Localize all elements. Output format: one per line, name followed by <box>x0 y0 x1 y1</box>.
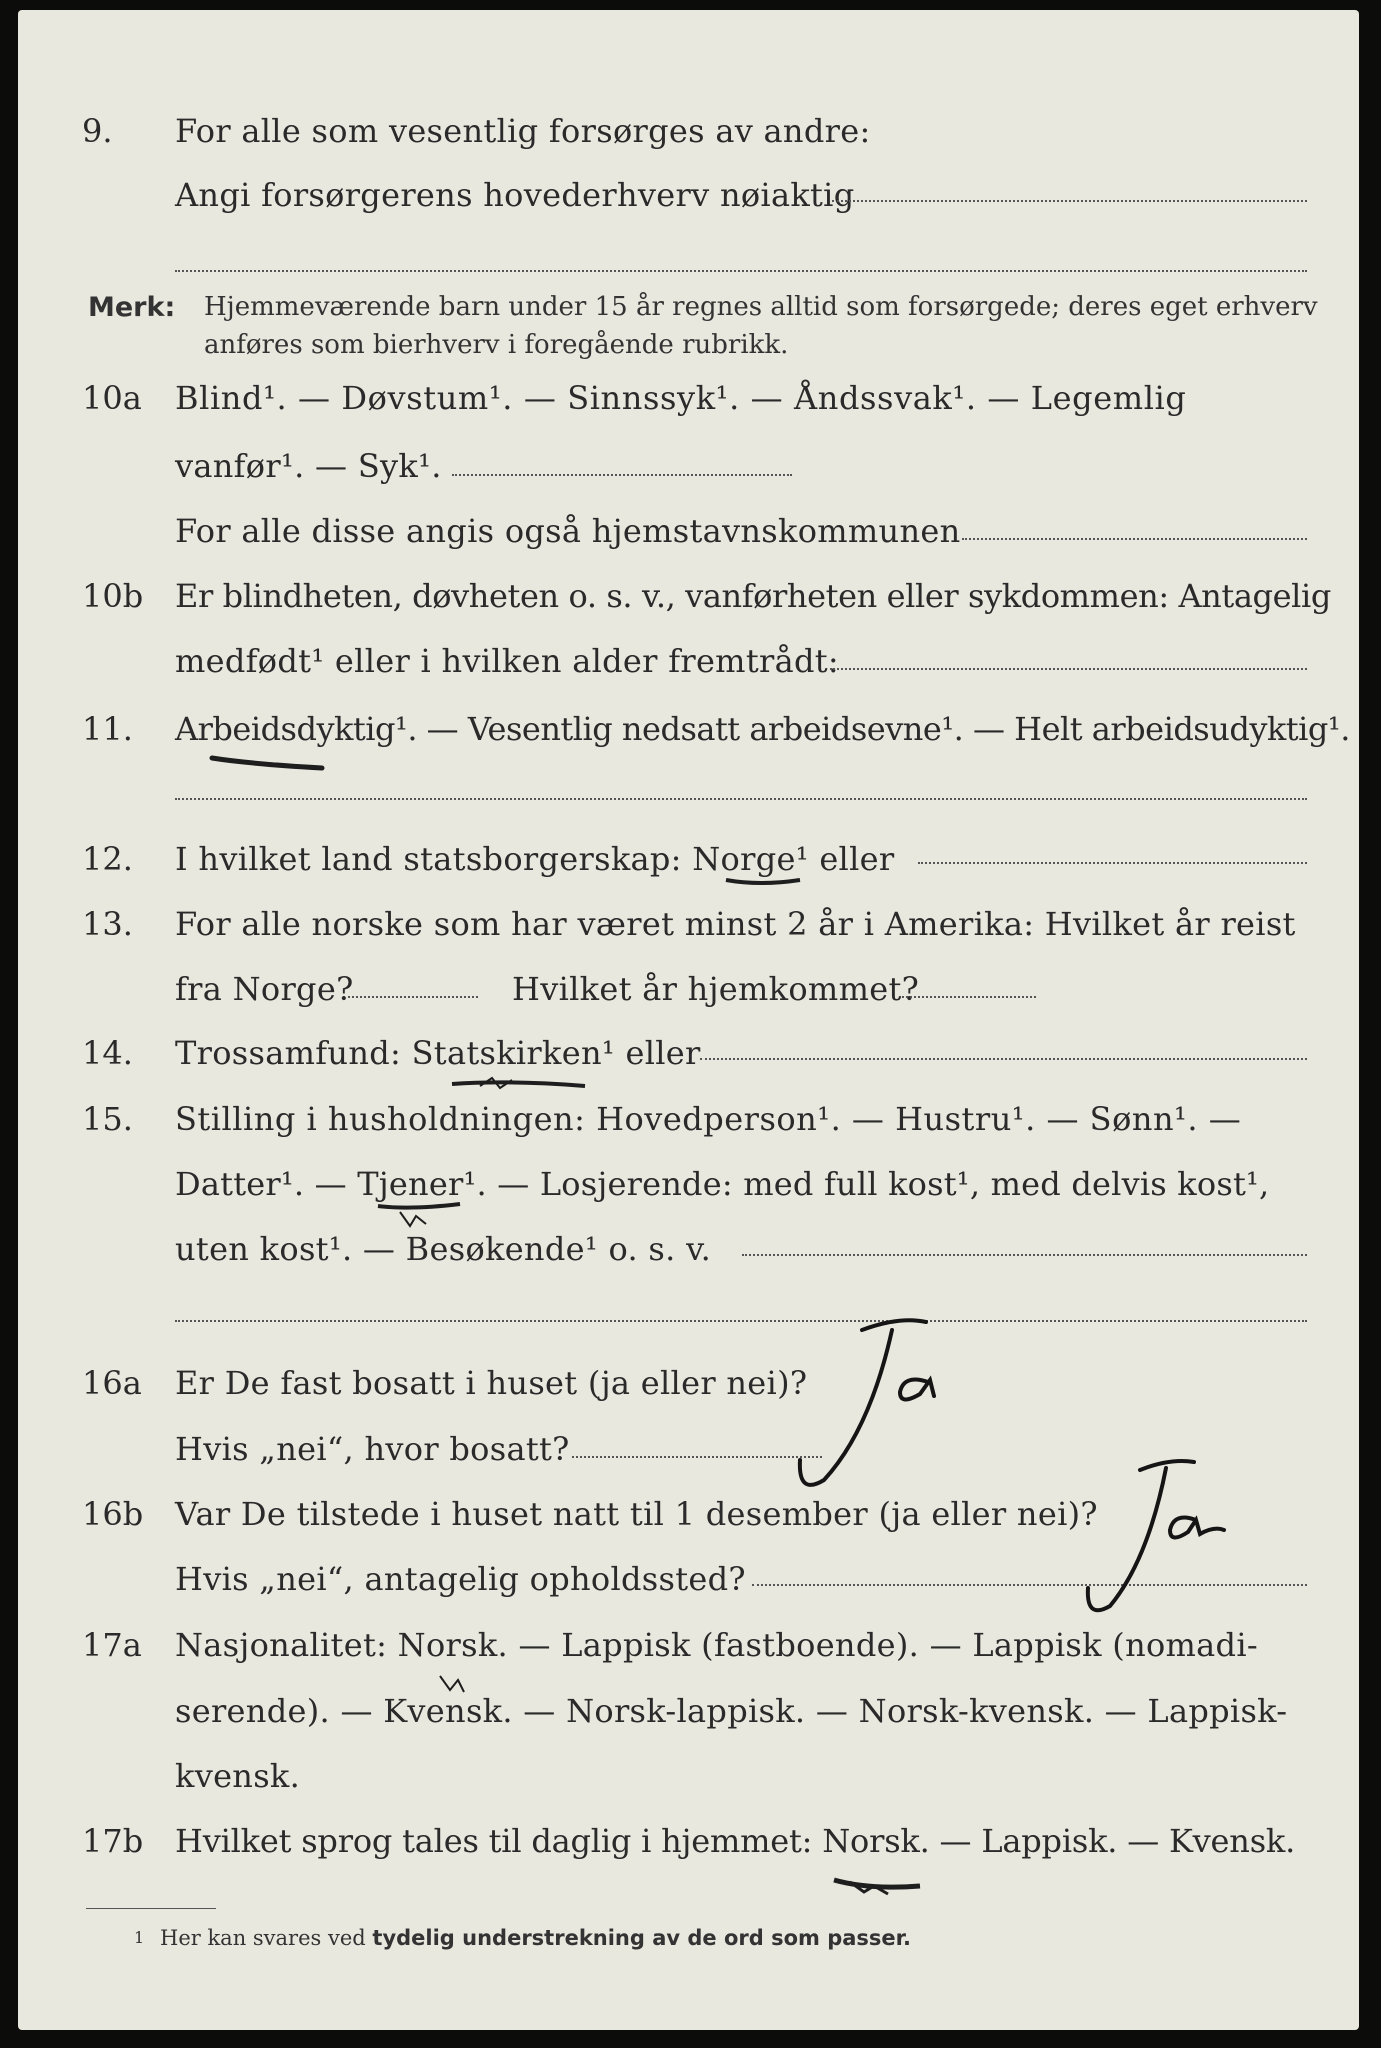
question-11-line-1: Arbeidsdyktig¹. — Vesentlig nedsatt arbeidsevne¹. — Helt arbeidsudyktig¹. <box>175 710 1350 748</box>
question-16a-line-1: Er De fast bosatt i huset (ja eller nei)? <box>175 1364 808 1402</box>
underline-arbeidsdyktig <box>212 758 322 768</box>
question-13-line-2: fra Norge? <box>175 970 354 1008</box>
item-number-16b: 16b <box>82 1495 144 1533</box>
item-number-9: 9. <box>82 112 113 150</box>
question-10a-line-2: vanfør¹. — Syk¹. <box>175 447 442 485</box>
footnote-mark: 1 <box>134 1928 145 1947</box>
item-number-16a: 16a <box>82 1364 142 1402</box>
question-16b-line-2: Hvis „nei“, antagelig opholdssted? <box>175 1560 746 1598</box>
question-16b-line-1: Var De tilstede i huset natt til 1 desember (ja eller nei)? <box>175 1495 1098 1533</box>
question-9-line-2: Angi forsørgerens hovederhverv nøiaktig <box>175 176 855 214</box>
item-number-13: 13. <box>82 905 133 943</box>
question-10a-line-1: Blind¹. — Døvstum¹. — Sinnssyk¹. — Åndssvak¹. — Legemlig <box>175 379 1187 417</box>
question-17a-line-3: kvensk. <box>175 1757 301 1795</box>
question-13-line-1: For alle norske som har været minst 2 år i Amerika: Hvilket år reist <box>175 905 1296 943</box>
question-15-line-1: Stilling i husholdningen: Hovedperson¹. — Hustru¹. — Sønn¹. — <box>175 1100 1242 1138</box>
underline-statskirken <box>452 1082 585 1086</box>
question-15-line-3: uten kost¹. — Besøkende¹ o. s. v. <box>175 1230 712 1268</box>
merk-note-line-2: anføres som bierhverv i foregående rubrikk. <box>204 330 789 360</box>
item-number-17a: 17a <box>82 1626 142 1664</box>
item-number-15: 15. <box>82 1100 133 1138</box>
item-number-17b: 17b <box>82 1822 144 1860</box>
item-number-10b: 10b <box>82 577 144 615</box>
footnote-text-bold: tydelig understrekning av de ord som passer. <box>372 1926 912 1950</box>
handwritten-ja-16a <box>800 1320 934 1485</box>
question-17b-line-1: Hvilket sprog tales til daglig i hjemmet: Norsk. — Lappisk. — Kvensk. <box>175 1822 1296 1860</box>
question-17a-line-1: Nasjonalitet: Norsk. — Lappisk (fastboende). — Lappisk (nomadi- <box>175 1626 1258 1664</box>
question-13-line-3: Hvilket år hjemkommet? <box>512 970 920 1008</box>
scribble-tjener <box>400 1212 426 1226</box>
question-17a-line-2: serende). — Kvensk. — Norsk-lappisk. — Norsk-kvensk. — Lappisk- <box>175 1692 1288 1730</box>
item-number-10a: 10a <box>82 379 142 417</box>
mark-kvensk <box>440 1676 464 1692</box>
question-10b-line-1: Er blindheten, døvheten o. s. v., vanførheten eller sykdommen: Antagelig <box>175 577 1331 615</box>
footnote-text-plain: Her kan svares ved <box>160 1926 366 1950</box>
question-14-line-1: Trossamfund: Statskirken¹ eller <box>175 1034 701 1072</box>
handwritten-ja-16b <box>1088 1461 1224 1610</box>
question-9-line-1: For alle som vesentlig forsørges av andre: <box>175 112 871 150</box>
underline-norge <box>726 880 800 883</box>
question-15-line-2: Datter¹. — Tjener¹. — Losjerende: med full kost¹, med delvis kost¹, <box>175 1165 1270 1203</box>
item-number-12: 12. <box>82 840 133 878</box>
item-number-14: 14. <box>82 1034 133 1072</box>
item-number-11: 11. <box>82 710 133 748</box>
question-16a-line-2: Hvis „nei“, hvor bosatt? <box>175 1430 570 1468</box>
underline-tjener <box>378 1204 460 1208</box>
merk-label: Merk: <box>88 292 176 323</box>
scribble-statskirken <box>480 1078 512 1088</box>
merk-note-line-1: Hjemmeværende barn under 15 år regnes alltid som forsørgede; deres eget erhverv <box>204 292 1318 322</box>
question-12-line-1: I hvilket land statsborgerskap: Norge¹ eller <box>175 840 895 878</box>
question-10b-line-2: medfødt¹ eller i hvilken alder fremtrådt: <box>175 642 839 680</box>
question-10a-line-3: For alle disse angis også hjemstavnskommunen <box>175 512 961 550</box>
